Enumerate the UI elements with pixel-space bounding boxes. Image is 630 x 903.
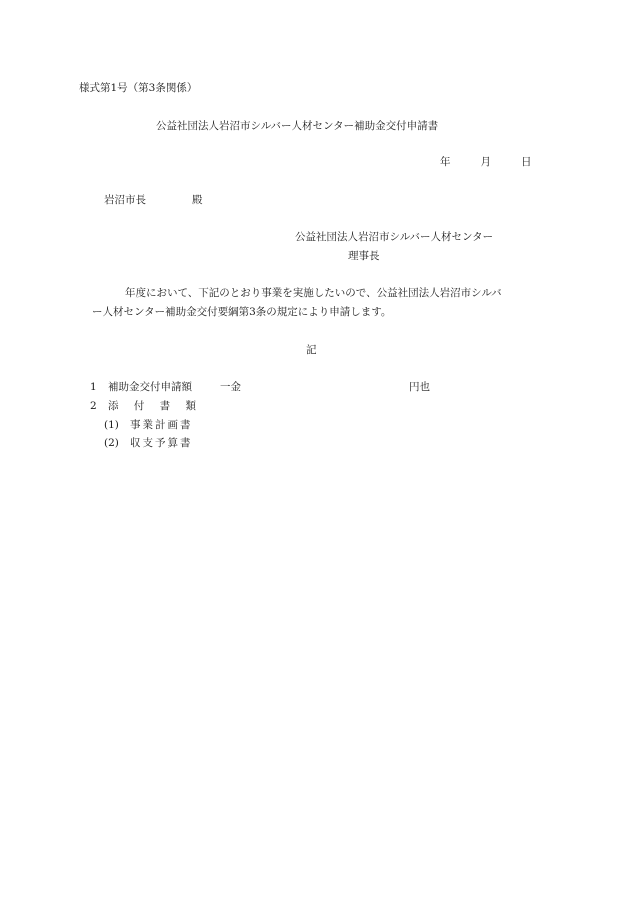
addressee-line bbox=[104, 193, 203, 207]
attachment-item bbox=[104, 436, 193, 450]
item-number: 2 bbox=[90, 400, 97, 412]
date-year-label: 年 bbox=[440, 156, 451, 168]
applicant-organization: 公益社団法人岩沼市シルバー人材センター bbox=[295, 231, 494, 243]
ki-heading: 記 bbox=[306, 344, 317, 356]
body-text-line-1: 年度において、下記のとおり事業を実施したいので、公益社団法人岩沼市シルバ bbox=[125, 287, 502, 299]
addressee-honorific: 殿 bbox=[192, 194, 203, 206]
item-application-amount bbox=[90, 380, 430, 394]
item-attachments bbox=[90, 399, 202, 413]
document-title: 公益社団法人岩沼市シルバー人材センター補助金交付申請書 bbox=[156, 120, 439, 132]
addressee-name: 岩沼市長 bbox=[104, 194, 146, 206]
body-text-line-2: ー人材センター補助金交付要綱第3条の規定により申請します。 bbox=[92, 306, 392, 318]
attachment-label: 事業計画書 bbox=[130, 419, 193, 431]
date-month-label: 月 bbox=[480, 156, 491, 168]
attachment-number: (2) bbox=[104, 437, 119, 449]
attachment-item bbox=[104, 418, 193, 432]
attachment-label: 収支予算書 bbox=[130, 437, 193, 449]
amount-suffix: 円也 bbox=[409, 381, 430, 393]
date-day-label: 日 bbox=[521, 156, 532, 168]
attachment-number: (1) bbox=[104, 419, 119, 431]
amount-prefix: 一金 bbox=[220, 381, 241, 393]
item-label: 補助金交付申請額 bbox=[108, 381, 192, 393]
date-line bbox=[440, 155, 532, 169]
form-number: 様式第1号（第3条関係） bbox=[79, 82, 198, 94]
item-label: 添 付 書 類 bbox=[108, 400, 203, 412]
applicant-position: 理事長 bbox=[348, 250, 380, 262]
item-number: 1 bbox=[90, 381, 97, 393]
